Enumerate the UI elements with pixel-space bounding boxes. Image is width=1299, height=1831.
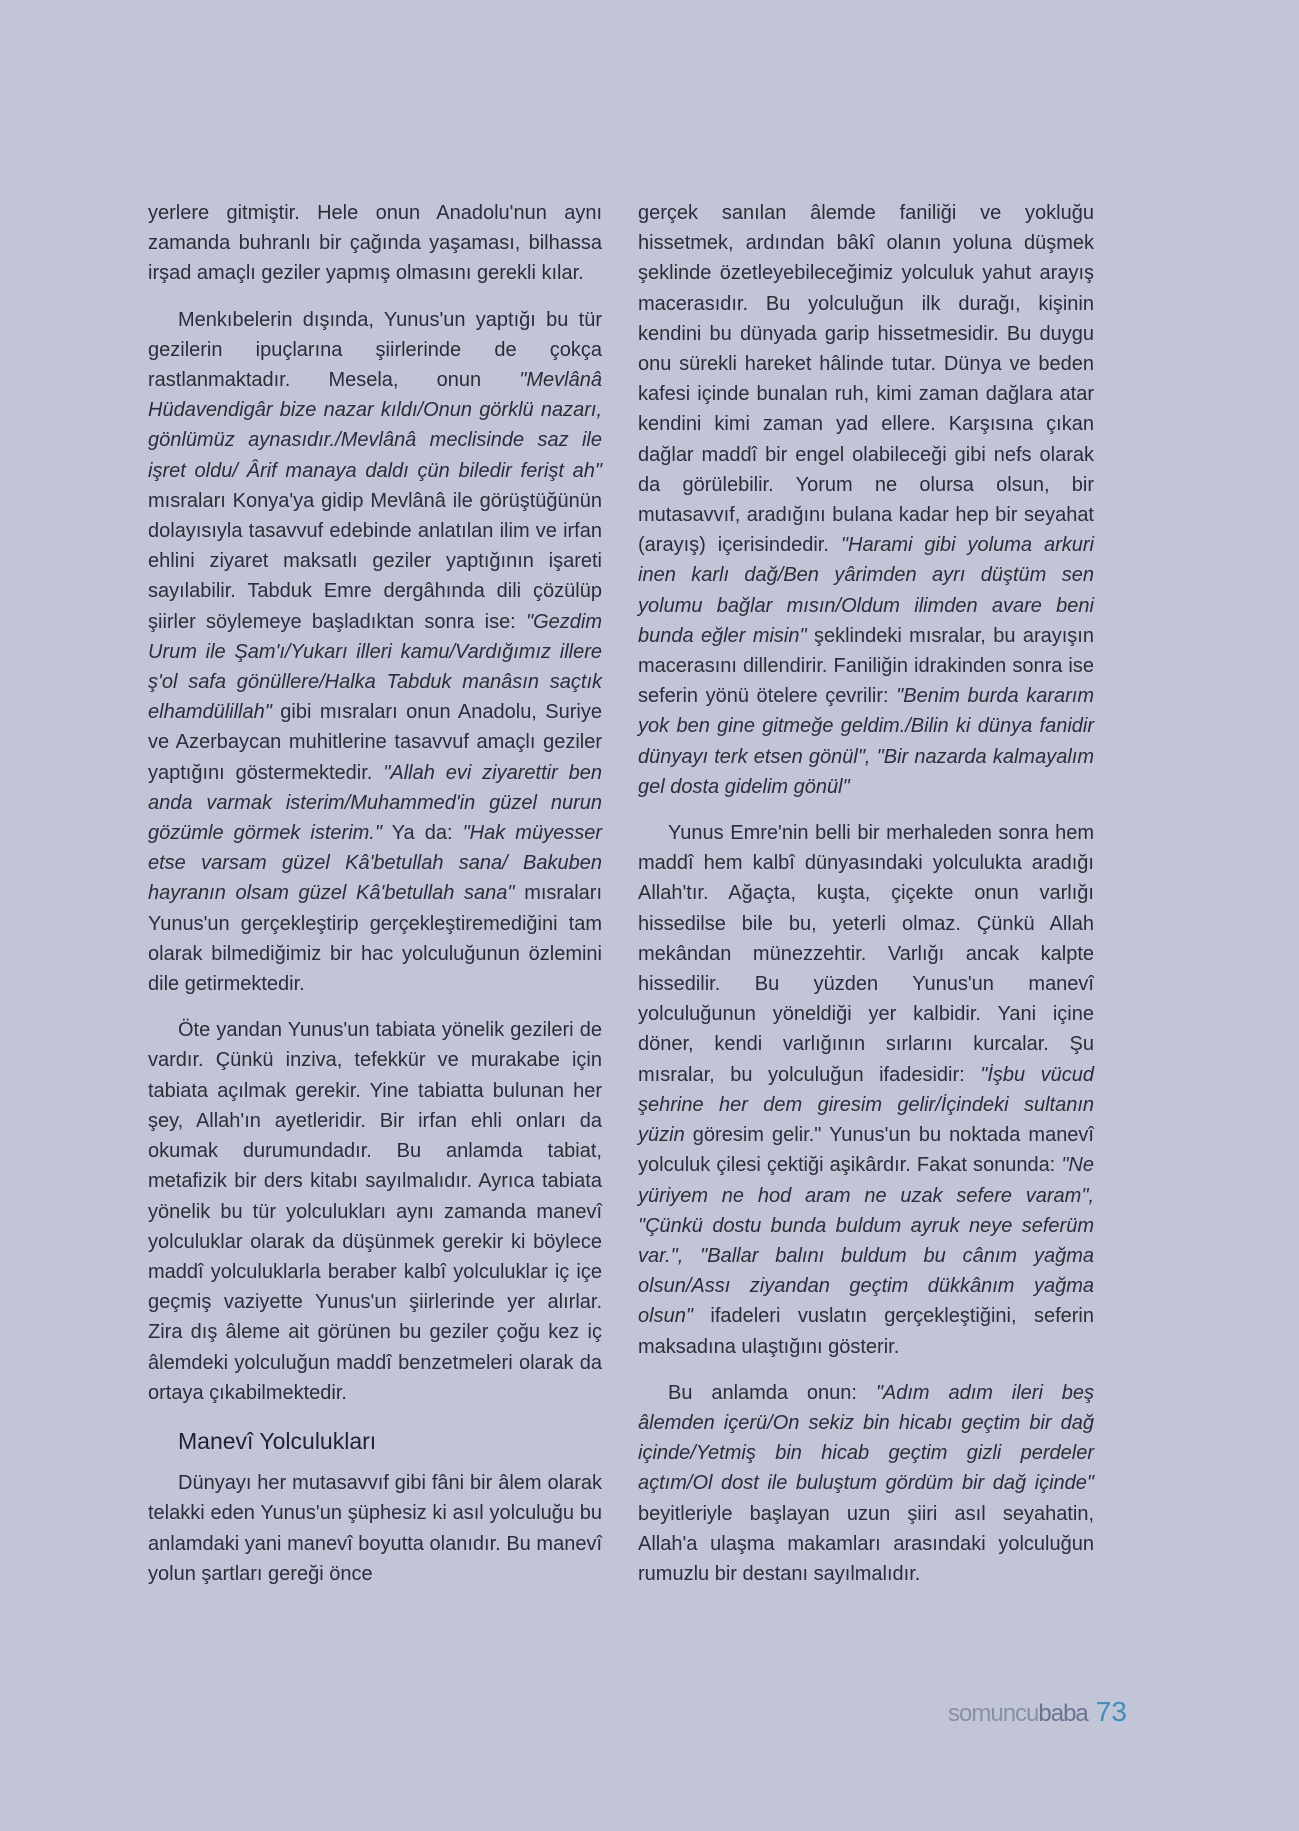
page-footer [948, 1696, 1127, 1736]
text-run: Yunus Emre'nin belli bir merhaleden sonra hem maddî hem kalbî dünyasındaki yolculukta aradığı Allah'tır. Ağaçta, kuşta, çiçekte onun varlığı hissedilse bile bu, yeterli olmaz. Çünkü Allah mekândan münezzehtir. Varlığı ancak kalpte hissedilir. Bu yüzden Yunus'un manevî yolculuğunun yöneldiği yer kalbidir. Yani içine döner, kendi varlığının sırlarını kurcalar. Şu mısralar, bu yolculuğun ifadesidir: [638, 822, 1094, 1086]
paragraph [638, 818, 1094, 1362]
text-run: şeklindeki mısralar, bu arayışın macerasını dillendirir. Faniliğin idrakinden sonra ise seferin yönü ötelere çevrilir: [638, 624, 1094, 708]
text-run: göresim gelir." Yunus'un bu noktada manevî yolculuk çilesi çektiği aşikârdır. Fakat sonunda: [638, 1124, 1094, 1177]
text-run: beyitleriyle başlayan uzun şiiri asıl seyahatin, Allah'a ulaşma makamları arasındaki yolculuğun rumuzlu bir destanı sayılmalıdır. [638, 1502, 1094, 1585]
paragraph [638, 1378, 1094, 1589]
quote-text: "Adım adım ileri beş âlemden içerü/On sekiz bin hicabı geçtim bir dağ içinde/Yetmiş bin hicab geçtim gizli perdeler açtım/Ol dost ile buluştum gördüm bir dağ içinde" [638, 1381, 1094, 1495]
paragraph [638, 198, 1094, 802]
paragraph: Öte yandan Yunus'un tabiata yönelik gezileri de vardır. Çünkü inziva, tefekkür ve murakabe için tabiata açılmak gerekir. Yine tabiatta bulunan her şey, Allah'ın ayetleridir. Bir irfan ehli onları da okumak durumundadır. Bu anlamda tabiat, metafizik bir ders kitabı sayılmalıdır. Ayrıca tabiata yönelik bu tür yolculukları aynı zamanda manevî yolculuklar olarak da düşünmek gerekir ki böylece maddî yolculuklarla beraber kalbî yolculuklar iç içe geçmiş vaziyette Yunus'un şiirlerinde yer alırlar. Zira dış âleme ait görünen bu geziler çoğu kez iç âlemdeki yolculuğun maddî benzetmeleri olarak da ortaya çıkabilmektedir. [148, 1019, 602, 1404]
brand-logo-part1: somuncu [948, 1700, 1039, 1727]
paragraph: Dünyayı her mutasavvıf gibi fâni bir âlem olarak telakki eden Yunus'un şüphesiz ki asıl yolculuğu bu anlamdaki yani manevî boyutta olanıdır. Bu manevî yolun şartları gereği önce [148, 1472, 602, 1585]
paragraph: yerlere gitmiştir. Hele onun Anadolu'nun aynı zamanda buhranlı bir çağında yaşaması, bilhassa irşad amaçlı geziler yapmış olmasını gerekli kılar. [148, 202, 602, 285]
quote-text: "Benim burda kararım yok ben gine gitmeğe geldim./Bilin ki dünya fanidir dünyayı terk etsen gönül", "Bir nazarda kalmayalım gel dosta gidelim gönül" [638, 685, 1094, 798]
text-run: Ya da: [381, 822, 463, 845]
quote-text: "Gezdim Urum ile Şam'ı/Yukarı illeri kamu/Vardığımız illere ş'ol safa gönüllere/Halka Tabduk manâsın saçtık elhamdülillah" [148, 610, 602, 724]
text-run: mısraları Konya'ya gidip Mevlânâ ile görüştüğünün dolayısıyla tasavvuf edebinde anlatılan ilim ve irfan ehlini ziyaret maksatlı geziler yaptığının işareti sayılabilir. Tabduk Emre dergâhında dili çözülüp şiirler söylemeye başladıktan sonra ise: [148, 489, 602, 633]
quote-text: "İşbu vücud şehrine her dem giresim gelir/İçindeki sultanın yüzin [638, 1063, 1095, 1147]
paragraph [148, 305, 602, 1000]
text-run: mısraları Yunus'un gerçekleştirip gerçekleştiremediğini tam olarak bilmediğimiz bir hac yolculuğunun özlemini dile getirmektedir. [148, 882, 602, 996]
right-column [638, 198, 1094, 1589]
text-run: gerçek sanılan âlemde faniliği ve yokluğu hissetmek, ardından bâkî olanın yoluna düşmek şeklinde özetleyebileceğimiz yolculuk yahut arayış macerasıdır. Bu yolculuğun ilk durağı, kişinin kendini bu dünyada garip hissetmesidir. Bu duygu onu sürekli hareket hâlinde tutar. Dünya ve beden kafesi içinde bunalan ruh, kimi zaman dağlara atar kendini kimi zaman yad ellere. Karşısına çıkan dağlar maddî bir engel olabileceği gibi nefs olarak da görülebilir. Yorum ne olursa olsun, bir mutasavvıf, aradığını bulana kadar hep bir seyahat (arayış) içerisindedir. [638, 202, 1094, 557]
page-number: 73 [1095, 1696, 1127, 1727]
section-heading: Manevî Yolculukları [178, 1427, 377, 1454]
quote-text: "Allah evi ziyarettir ben anda varmak isterim/Muhammed'in güzel nurun gözümle görmek isterim." [148, 761, 603, 845]
text-run: Menkıbelerin dışında, Yunus'un yaptığı bu tür gezilerin ipuçlarına şiirlerinde de çokça rastlanmaktadır. Mesela, onun [148, 308, 602, 392]
text-run: ifadeleri vuslatın gerçekleştiğini, seferin maksadına ulaştığını gösterir. [638, 1305, 1094, 1358]
brand-logo-part2: baba [1038, 1700, 1088, 1727]
quote-text: "Harami gibi yoluma arkuri inen karlı dağ/Ben yârimden ayrı düştüm sen yolumu bağlar mısın/Oldum ilimden avare beni bunda eğler misin" [638, 534, 1095, 647]
quote-text: "Mevlânâ Hüdavendigâr bize nazar kıldı/Onun görklü nazarı, gönlümüz aynasıdır./Mevlânâ meclisinde saz ile işret oldu/ Ârif manaya daldı çün biledir ferişt ah" [148, 369, 602, 482]
quote-text: "Hak müyesser etse varsam güzel Kâ'betullah sana/ Bakuben hayranın olsam güzel Kâ'betullah sana" [148, 822, 602, 905]
text-run: gibi mısraları onun Anadolu, Suriye ve Azerbaycan muhitlerine tasavvuf amaçlı geziler yaptığını göstermektedir. [148, 701, 602, 784]
text-run: Bu anlamda onun: [668, 1381, 876, 1404]
left-column [148, 198, 602, 1589]
quote-text: "Ne yüriyem ne hod aram ne uzak sefere varam", "Çünkü dostu bunda buldum ayruk neye seferüm var.", "Ballar balını buldum bu cânım yağma olsun/Assı ziyandan geçtim dükkânım yağma olsun" [638, 1154, 1094, 1328]
